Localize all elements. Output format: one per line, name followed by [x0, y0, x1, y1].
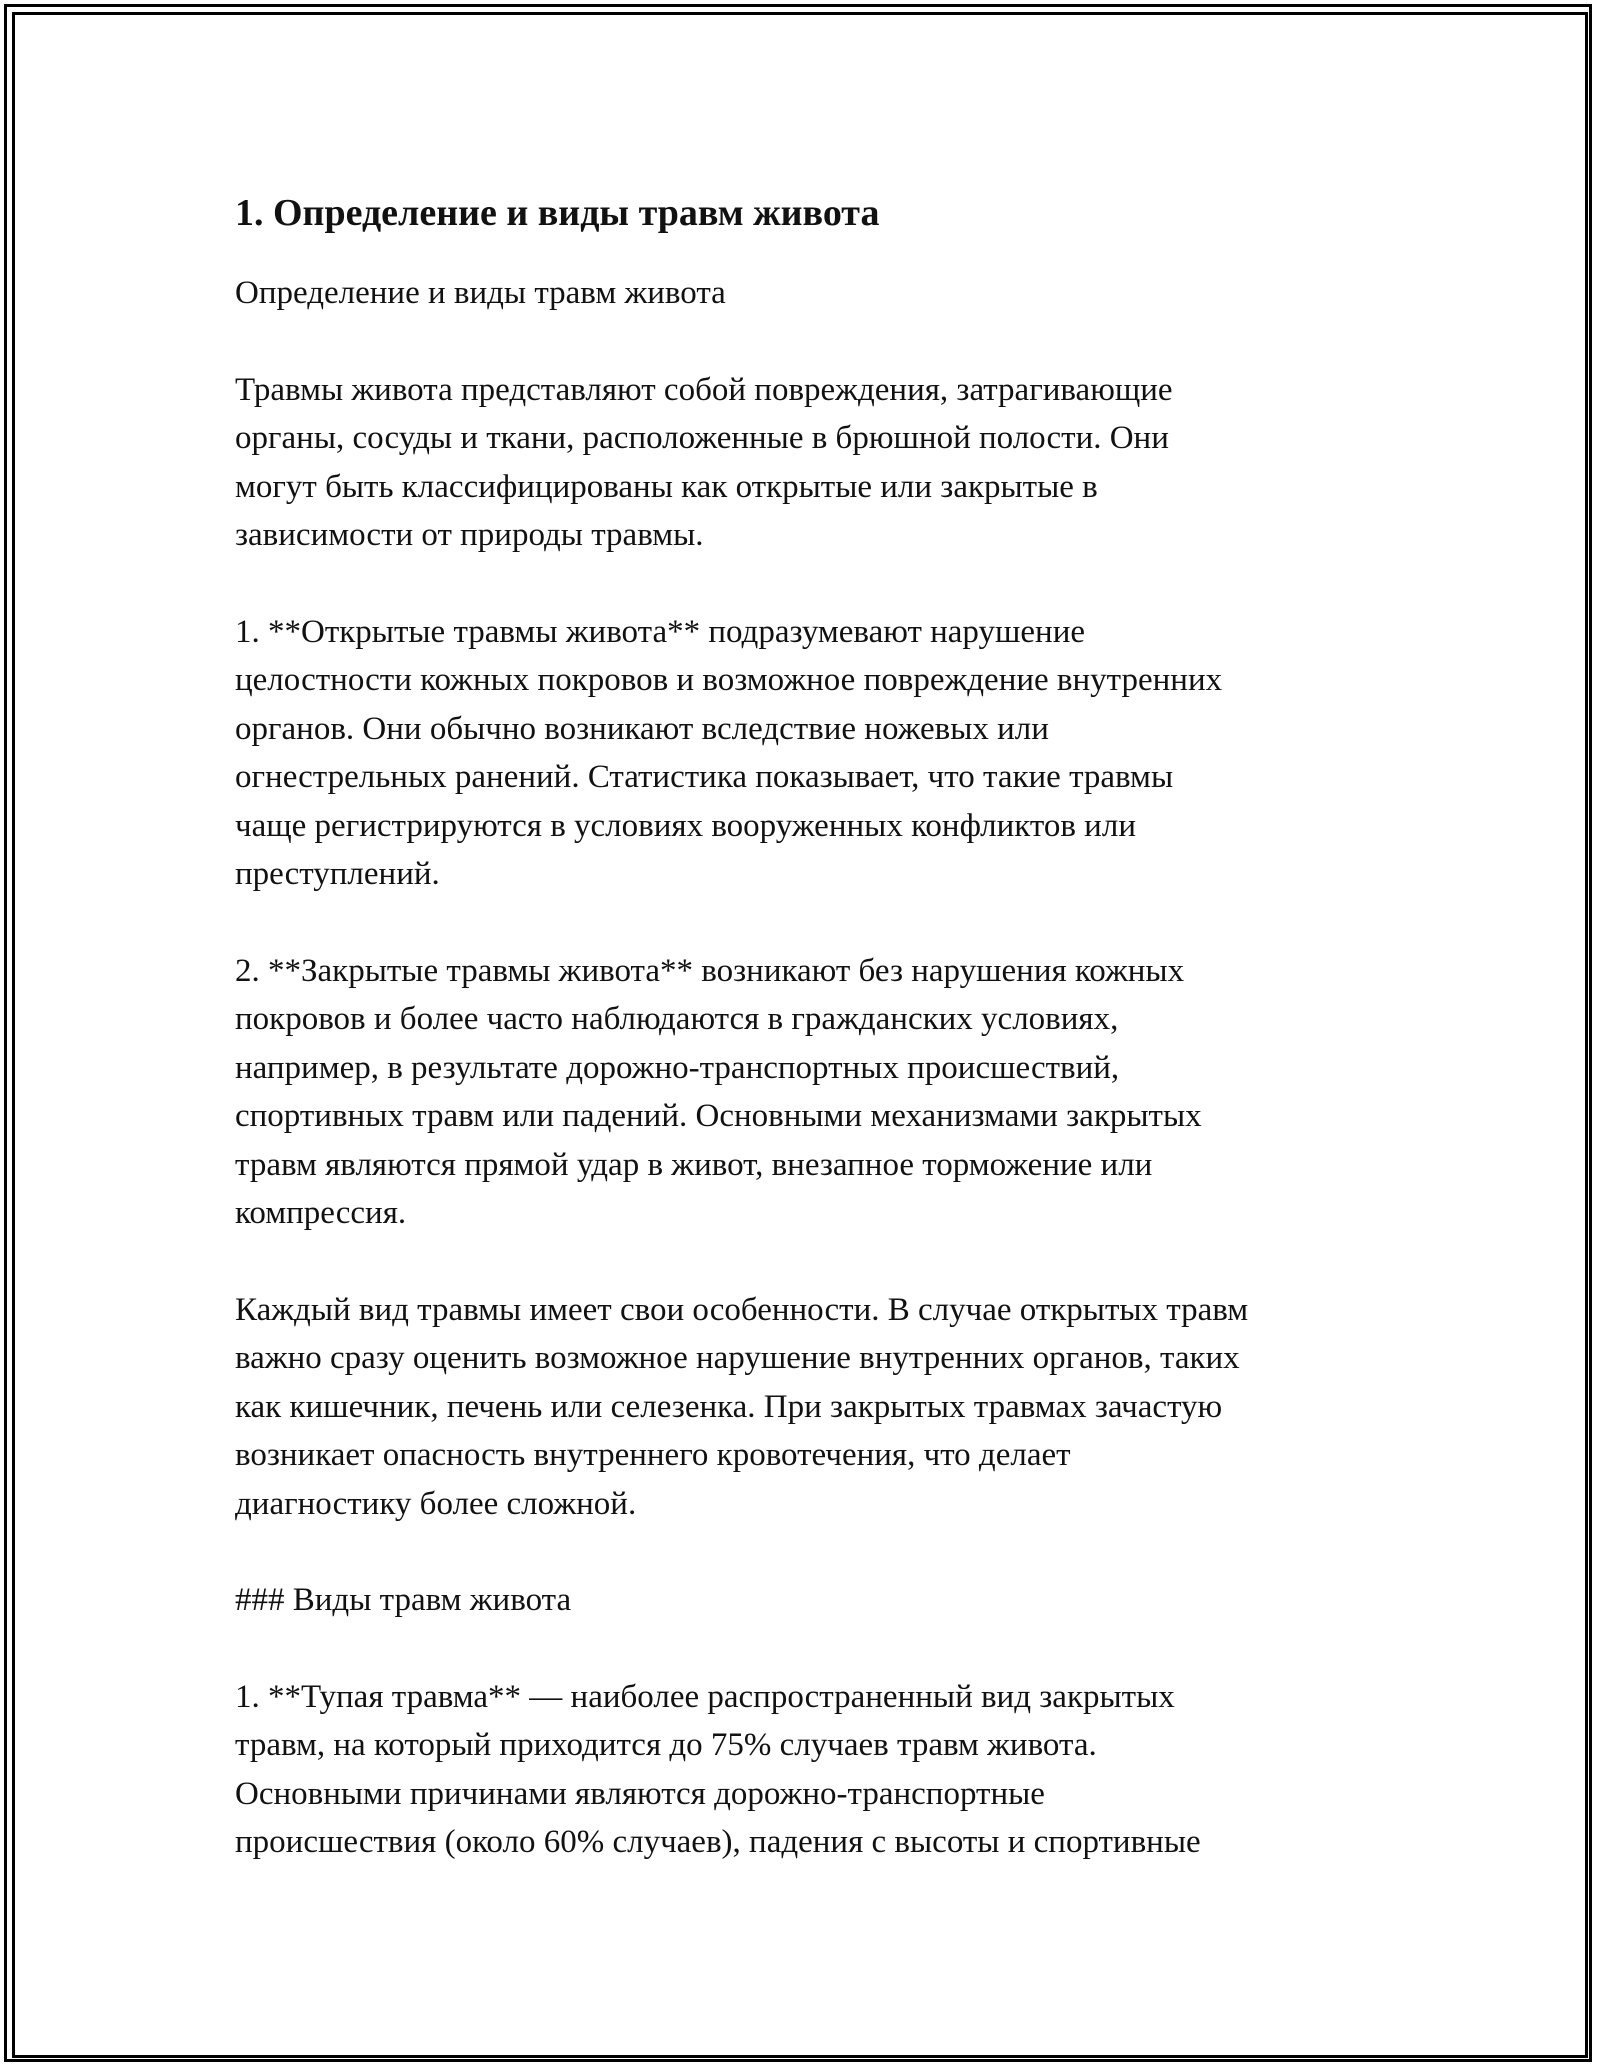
open-injuries-paragraph: 1. **Открытые травмы живота** подразумевают нарушение целостности кожных покровов и возможное повреждение внутренних органов. Они обычно возникают вследствие ножевых или огнестрельных ранений. Статистика показывает, что такие травмы чаще регистрируются в условиях вооруженных конфликтов или преступлений.: [235, 613, 1223, 892]
subtitle-paragraph: Определение и виды травм живота: [235, 275, 726, 311]
features-paragraph: Каждый вид травмы имеет свои особенности. В случае открытых травм важно сразу оценить возможное нарушение внутренних органов, таких как кишечник, печень или селезенка. При закрытых травмах зачастую возникает опасность внутреннего кровотечения, что делает диагностику более сложной.: [235, 1291, 1249, 1522]
section-heading: 1. Определение и виды травм живота: [235, 192, 880, 234]
blunt-trauma-paragraph: 1. **Тупая травма** — наиболее распространенный вид закрытых травм, на который приходится до 75% случаев травм живота. Основными причинами являются дорожно-транспортные происшествия (около 60% случаев), падения с высоты и спортивные: [235, 1678, 1201, 1860]
intro-paragraph: Травмы живота представляют собой повреждения, затрагивающие органы, сосуды и ткани, расположенные в брюшной полости. Они могут быть классифицированы как открытые или закрытые в зависимости от природы травмы.: [235, 371, 1173, 553]
types-subheading: ### Виды травм живота: [235, 1582, 572, 1618]
document-body: [235, 187, 1395, 1915]
closed-injuries-paragraph: 2. **Закрытые травмы живота** возникают без нарушения кожных покровов и более часто наблюдаются в гражданских условиях, например, в результате дорожно-транспортных происшествий, спортивных травм или падений. Основными механизмами закрытых травм являются прямой удар в живот, внезапное торможение или компрессия.: [235, 952, 1202, 1231]
